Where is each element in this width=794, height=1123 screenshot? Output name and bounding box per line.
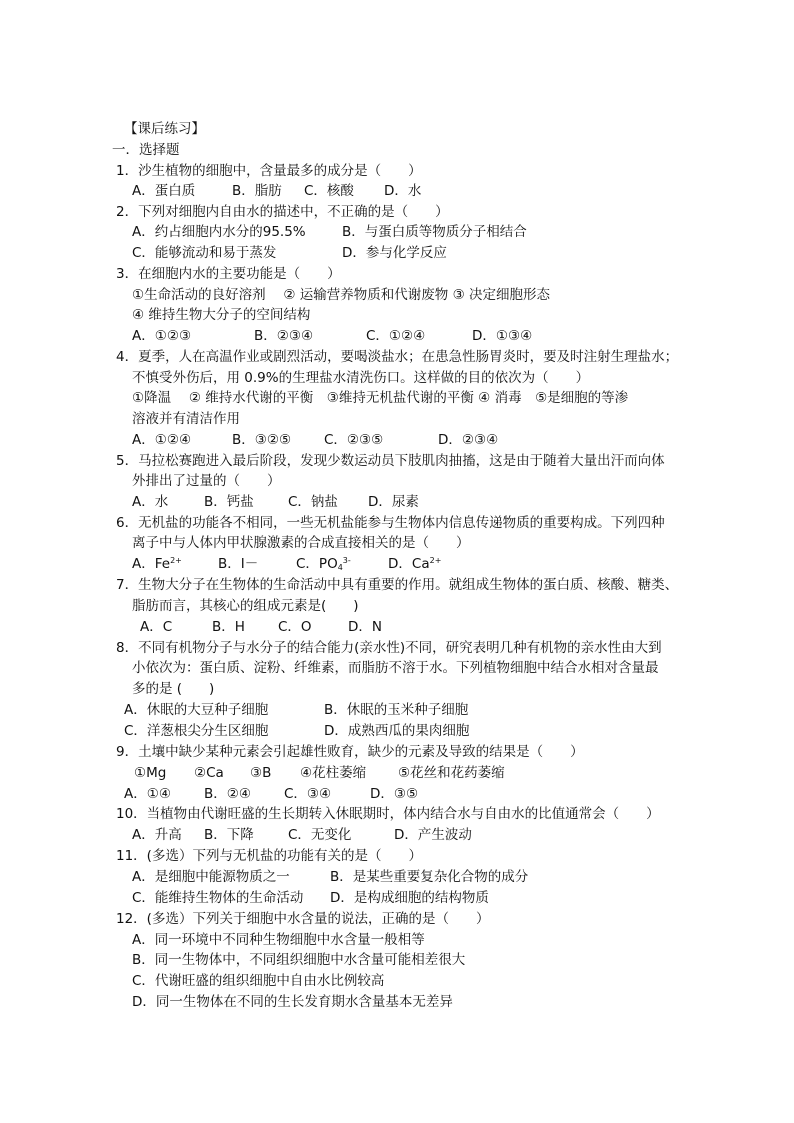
item-4: ④花柱萎缩 <box>300 765 367 781</box>
option-a[interactable]: A．约占细胞内水分的95.5% <box>132 224 306 240</box>
option-c-text: C．PO <box>296 556 338 572</box>
question-5-stem-line1: 5．马拉松赛跑进入最后阶段，发现少数运动员下肢肌肉抽搐，这是由于随着大量出汗而向体 <box>116 453 665 469</box>
option-d-charge: 2+ <box>429 556 442 565</box>
option-b[interactable] <box>218 556 258 572</box>
question-4-stem-line1: 4．夏季，人在高温作业或剧烈活动，要喝淡盐水；在患急性肠胃炎时，要及时注射生理盐水； <box>116 349 679 365</box>
option-b[interactable]: B．脂肪 <box>232 183 282 199</box>
item-3: ③B <box>250 765 272 781</box>
question-4-stem-line2: 不慎受外伤后，用 0.9%的生理盐水清洗伤口。这样做的目的依次为（ ） <box>132 370 590 386</box>
option-a[interactable]: A．蛋白质 <box>132 183 196 199</box>
question-7-stem-line1: 7．生物大分子在生物体的生命活动中具有重要的作用。就组成生物体的蛋白质、核酸、糖类、 <box>116 577 679 593</box>
option-b[interactable]: B．H <box>212 619 245 635</box>
option-b[interactable]: B．钙盐 <box>204 494 254 510</box>
item-2: ②Ca <box>194 765 224 781</box>
question-2-stem: 2．下列对细胞内自由水的描述中，不正确的是（ ） <box>116 204 449 220</box>
option-c[interactable]: C．③④ <box>284 786 332 802</box>
question-6-stem-line2: 离子中与人体内甲状腺激素的合成直接相关的是（ ） <box>132 535 470 551</box>
option-d[interactable]: D．尿素 <box>368 494 419 510</box>
option-a[interactable]: A．C <box>140 619 173 635</box>
option-c[interactable]: C．①②④ <box>366 328 426 344</box>
question-3-stem: 3．在细胞内水的主要功能是（ ） <box>116 266 341 282</box>
option-b[interactable]: B．③②⑤ <box>232 432 292 448</box>
option-c[interactable]: C．钠盐 <box>288 494 338 510</box>
option-b[interactable]: B．与蛋白质等物质分子相结合 <box>342 224 527 240</box>
item-1: ①Mg <box>134 765 167 781</box>
option-d[interactable]: D．③⑤ <box>370 786 419 802</box>
option-c[interactable] <box>296 556 351 572</box>
option-b[interactable]: B．②④ <box>204 786 251 802</box>
exercise-title: 【课后练习】 <box>124 121 205 137</box>
option-b-charge: － <box>244 556 259 572</box>
option-a[interactable]: A．是细胞中能源物质之一 <box>132 869 290 885</box>
option-a[interactable]: A．休眠的大豆种子细胞 <box>124 702 269 718</box>
option-a[interactable]: A．①②③ <box>132 328 192 344</box>
question-3-items-line2: ④ 维持生物大分子的空间结构 <box>132 307 311 323</box>
option-c[interactable]: C．能够流动和易于蒸发 <box>132 245 277 261</box>
question-12-stem: 12．(多选）下列关于细胞中水含量的说法，正确的是（ ） <box>116 911 490 927</box>
option-d[interactable]: D．①③④ <box>472 328 533 344</box>
question-9-stem: 9．土壤中缺少某种元素会引起雄性败育，缺少的元素及导致的结果是（ ） <box>116 744 584 760</box>
option-d[interactable] <box>388 556 441 572</box>
question-8-stem-line3: 多的是 ( ) <box>132 681 215 697</box>
question-1-stem: 1．沙生植物的细胞中，含量最多的成分是（ ） <box>116 163 422 179</box>
question-3-items-line1: ①生命活动的良好溶剂 ② 运输营养物质和代谢废物 ③ 决定细胞形态 <box>132 287 550 303</box>
option-b-text: B．I <box>218 556 245 572</box>
option-c[interactable]: C．O <box>278 619 312 635</box>
option-b[interactable]: B．同一生物体中，不同组织细胞中水含量可能相差很大 <box>132 952 466 968</box>
option-b[interactable]: B．休眠的玉米种子细胞 <box>324 702 469 718</box>
option-c-charge: 3- <box>342 556 351 565</box>
question-8-stem-line2: 小依次为：蛋白质、淀粉、纤维素，而脂肪不溶于水。下列植物细胞中结合水相对含量最 <box>132 660 659 676</box>
option-a[interactable] <box>132 556 182 572</box>
option-a[interactable]: A．水 <box>132 494 169 510</box>
option-a-charge: 2+ <box>170 556 182 565</box>
option-d[interactable]: D．水 <box>384 183 422 199</box>
option-d[interactable]: D．产生波动 <box>394 827 472 843</box>
option-c[interactable]: C．洋葱根尖分生区细胞 <box>124 723 269 739</box>
option-a[interactable]: A．①②④ <box>132 432 192 448</box>
option-d[interactable]: D．同一生物体在不同的生长发育期水含量基本无差异 <box>132 994 453 1010</box>
question-5-stem-line2: 外排出了过量的（ ） <box>132 473 281 489</box>
question-4-items-line2: 溶液并有清洁作用 <box>132 411 240 427</box>
question-4-items-line1: ①降温 ② 维持水代谢的平衡 ③维持无机盐代谢的平衡 ④ 消毒 ⑤是细胞的等渗 <box>132 390 629 406</box>
option-c[interactable]: C．②③⑤ <box>324 432 384 448</box>
option-d[interactable]: D．N <box>348 619 382 635</box>
section-heading: 一．选择题 <box>112 142 180 158</box>
option-c[interactable]: C．能维持生物体的生命活动 <box>132 890 304 906</box>
option-c[interactable]: C．无变化 <box>288 827 352 843</box>
option-a[interactable]: A．①④ <box>124 786 171 802</box>
option-c[interactable]: C．代谢旺盛的组织细胞中自由水比例较高 <box>132 973 385 989</box>
option-d[interactable]: D．②③④ <box>438 432 499 448</box>
option-d-text: D．Ca <box>388 556 430 572</box>
item-5: ⑤花丝和花药萎缩 <box>398 765 505 781</box>
option-a[interactable]: A．升高 <box>132 827 182 843</box>
option-c-subscript: 4 <box>337 563 343 572</box>
question-11-stem: 11．(多选）下列与无机盐的功能有关的是（ ） <box>116 848 422 864</box>
question-8-stem-line1: 8．不同有机物分子与水分子的结合能力(亲水性)不同，研究表明几种有机物的亲水性由大到 <box>116 640 662 656</box>
question-7-stem-line2: 脂肪而言，其核心的组成元素是( ) <box>132 598 359 614</box>
option-d[interactable]: D．成熟西瓜的果肉细胞 <box>324 723 470 739</box>
question-6-stem-line1: 6．无机盐的功能各不相同，一些无机盐能参与生物体内信息传递物质的重要构成。下列四种 <box>116 515 665 531</box>
option-b[interactable]: B．②③④ <box>254 328 314 344</box>
question-10-stem: 10．当植物由代谢旺盛的生长期转入休眠期时，体内结合水与自由水的比值通常会（ ） <box>116 806 660 822</box>
option-a-text: A．Fe <box>132 556 171 572</box>
option-a[interactable]: A．同一环境中不同种生物细胞中水含量一般相等 <box>132 932 425 948</box>
option-b[interactable]: B．下降 <box>204 827 254 843</box>
option-c[interactable]: C．核酸 <box>304 183 354 199</box>
option-d[interactable]: D．参与化学反应 <box>342 245 447 261</box>
option-b[interactable]: B．是某些重要复杂化合物的成分 <box>330 869 529 885</box>
option-d[interactable]: D．是构成细胞的结构物质 <box>330 890 489 906</box>
